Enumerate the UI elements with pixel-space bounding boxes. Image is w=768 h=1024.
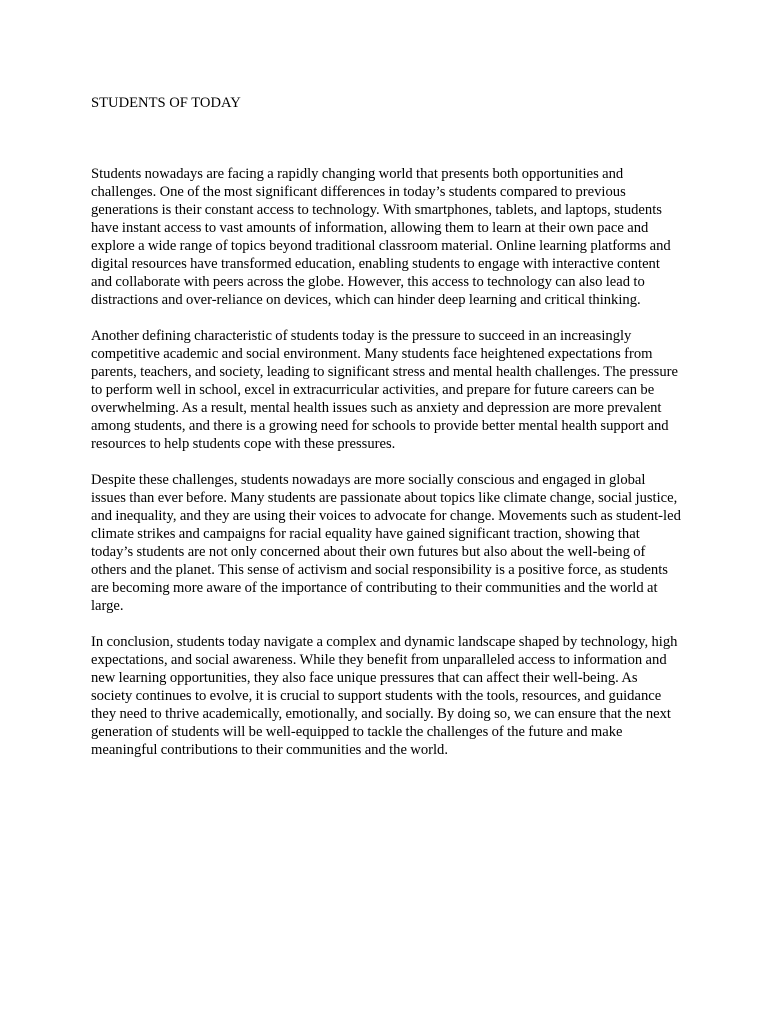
paragraph-conclusion: In conclusion, students today navigate a complex and dynamic landscape shaped by technology, high expectations, and social awareness. While they benefit from unparalleled access to information and new learning opportunities, they also face unique pressures that can affect their well-being. As society continues to evolve, it is crucial to support students with the tools, resources, and guidance they need to thrive academically, emotionally, and socially. By doing so, we can ensure that the next generation of students will be well-equipped to tackle the challenges of the future and make meaningful contributions to their communities and the world. [91,634,678,758]
paragraph-social-awareness: Despite these challenges, students nowadays are more socially conscious and engaged in global issues than ever before. Many students are passionate about topics like climate change, social justice, and inequality, and they are using their voices to advocate for change. Movements such as student-led climate strikes and campaigns for racial equality have gained significant traction, showing that today’s students are not only concerned about their own futures but also about the well-being of others and the planet. This sense of activism and social responsibility is a positive force, as students are becoming more aware of the importance of contributing to their communities and the world at large. [91,472,681,614]
paragraph-pressure: Another defining characteristic of students today is the pressure to succeed in an increasingly competitive academic and social environment. Many students face heightened expectations from parents, teachers, and society, leading to significant stress and mental health challenges. The pressure to perform well in school, excel in extracurricular activities, and prepare for future careers can be overwhelming. As a result, mental health issues such as anxiety and depression are more prevalent among students, and there is a growing need for schools to provide better mental health support and resources to help students cope with these pressures. [91,328,678,452]
document-title: STUDENTS OF TODAY [91,95,241,111]
paragraph-technology: Students nowadays are facing a rapidly changing world that presents both opportunities and challenges. One of the most significant differences in today’s students compared to previous generations is their constant access to technology. With smartphones, tablets, and laptops, students have instant access to vast amounts of information, allowing them to learn at their own pace and explore a wide range of topics beyond traditional classroom material. Online learning platforms and digital resources have transformed education, enabling students to engage with interactive content and collaborate with peers across the globe. However, this access to technology can also lead to distractions and over-reliance on devices, which can hinder deep learning and critical thinking. [91,166,671,308]
document-body [91,165,681,777]
